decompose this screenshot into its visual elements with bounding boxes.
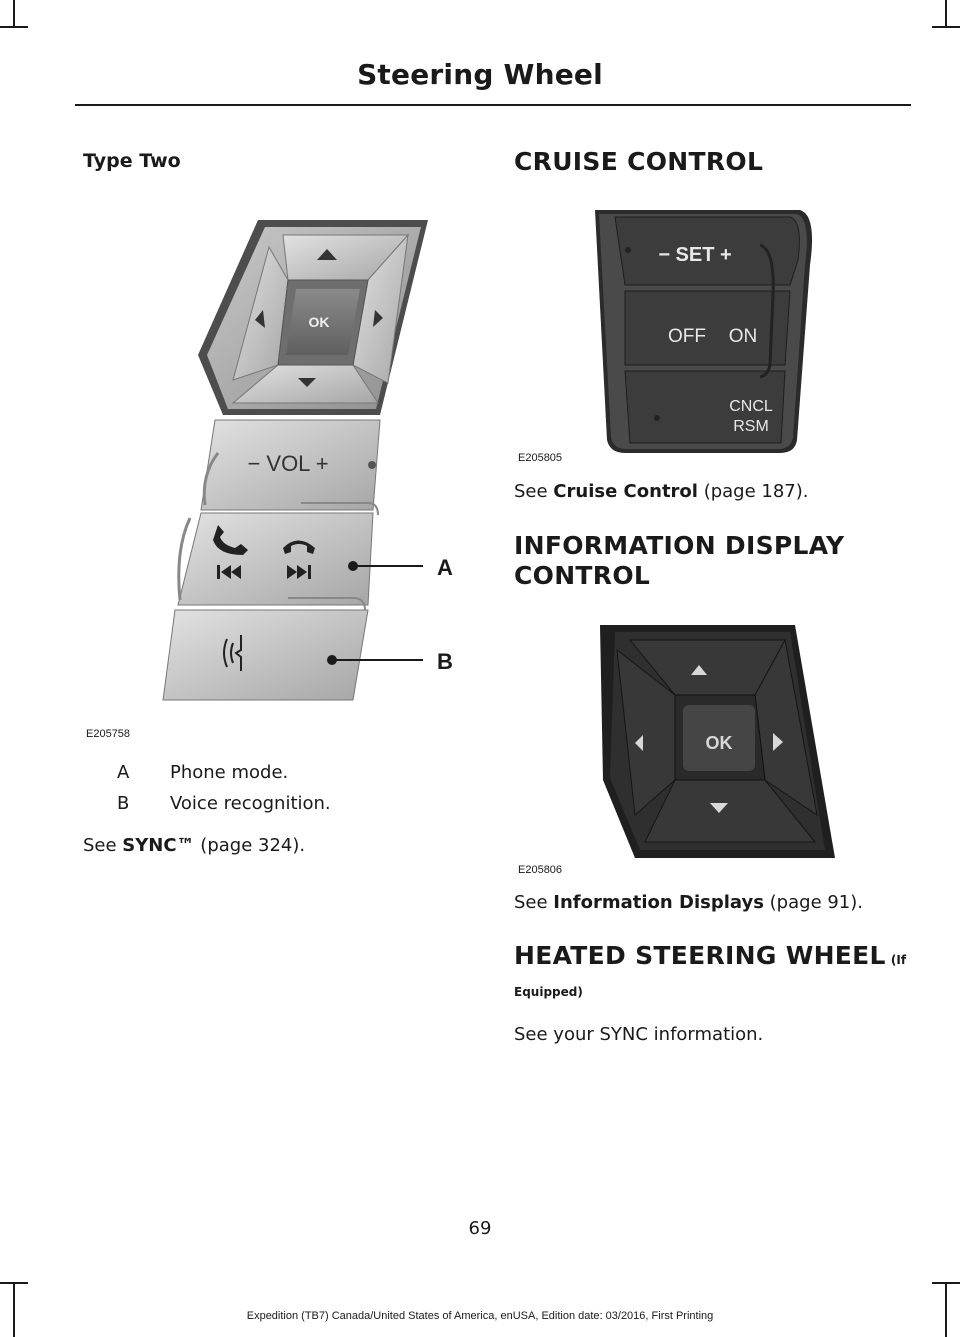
off-label: OFF	[668, 326, 706, 347]
sync-link[interactable]: SYNC™	[122, 835, 195, 856]
figure-id-e205805: E205805	[518, 452, 563, 464]
steering-controls-figure	[83, 205, 483, 750]
rsm-label: RSM	[733, 418, 769, 435]
crop-mark-top-right-v	[945, 0, 947, 28]
phone-mode-buttons[interactable]	[178, 513, 373, 605]
info-ok-label: OK	[705, 733, 733, 753]
legend-key-b: B	[117, 793, 130, 814]
volume-label: − VOL +	[247, 451, 329, 476]
page-number: 69	[468, 1218, 492, 1239]
cncl-label: CNCL	[729, 398, 773, 415]
crop-mark-top-left-h	[0, 26, 28, 28]
voice-recognition-button[interactable]	[163, 610, 368, 700]
heated-steering-body: See your SYNC information.	[514, 1024, 764, 1045]
page-title: Steering Wheel	[357, 58, 603, 91]
footer-edition: Expedition (TB7) Canada/United States of America, enUSA, Edition date: 03/2016, First Printing	[246, 1310, 714, 1322]
figure-id-e205806: E205806	[518, 864, 563, 876]
cruise-control-heading: CRUISE CONTROL	[514, 147, 764, 176]
on-label: ON	[728, 326, 758, 347]
indicator-dot	[625, 247, 631, 253]
information-displays-link[interactable]: Information Displays	[553, 892, 764, 913]
legend-key-a: A	[117, 762, 130, 783]
type-two-subheading: Type Two	[83, 150, 181, 172]
set-label: − SET +	[658, 244, 732, 266]
indicator-dot	[368, 461, 376, 469]
heated-qualifier: Equipped)	[514, 985, 583, 999]
figure-id-e205758: E205758	[86, 728, 131, 740]
legend-text-a: Phone mode.	[170, 762, 289, 783]
crop-mark-top-left-v	[13, 0, 15, 28]
information-displays-reference: See Information Displays (page 91).	[514, 892, 864, 913]
sync-reference: See SYNC™ (page 324).	[83, 835, 306, 856]
information-display-figure	[595, 620, 840, 865]
heated-steering-wheel-heading: HEATED STEERING WHEEL (If	[514, 941, 907, 970]
cruise-control-figure	[585, 205, 820, 455]
ok-label: OK	[308, 314, 330, 330]
information-display-heading: INFORMATION DISPLAY CONTROL	[514, 531, 845, 590]
indicator-dot	[654, 415, 660, 421]
callout-a-label: A	[437, 555, 453, 580]
off-on-rocker[interactable]	[625, 291, 790, 365]
header-divider	[75, 104, 911, 106]
cruise-control-reference: See Cruise Control (page 187).	[514, 481, 809, 502]
crop-mark-bottom-right-h	[932, 1282, 960, 1284]
cruise-control-link[interactable]: Cruise Control	[553, 481, 698, 502]
callout-b-label: B	[437, 649, 453, 674]
crop-mark-bottom-left-h	[0, 1282, 28, 1284]
legend-text-b: Voice recognition.	[170, 793, 331, 814]
crop-mark-top-right-h	[932, 26, 960, 28]
